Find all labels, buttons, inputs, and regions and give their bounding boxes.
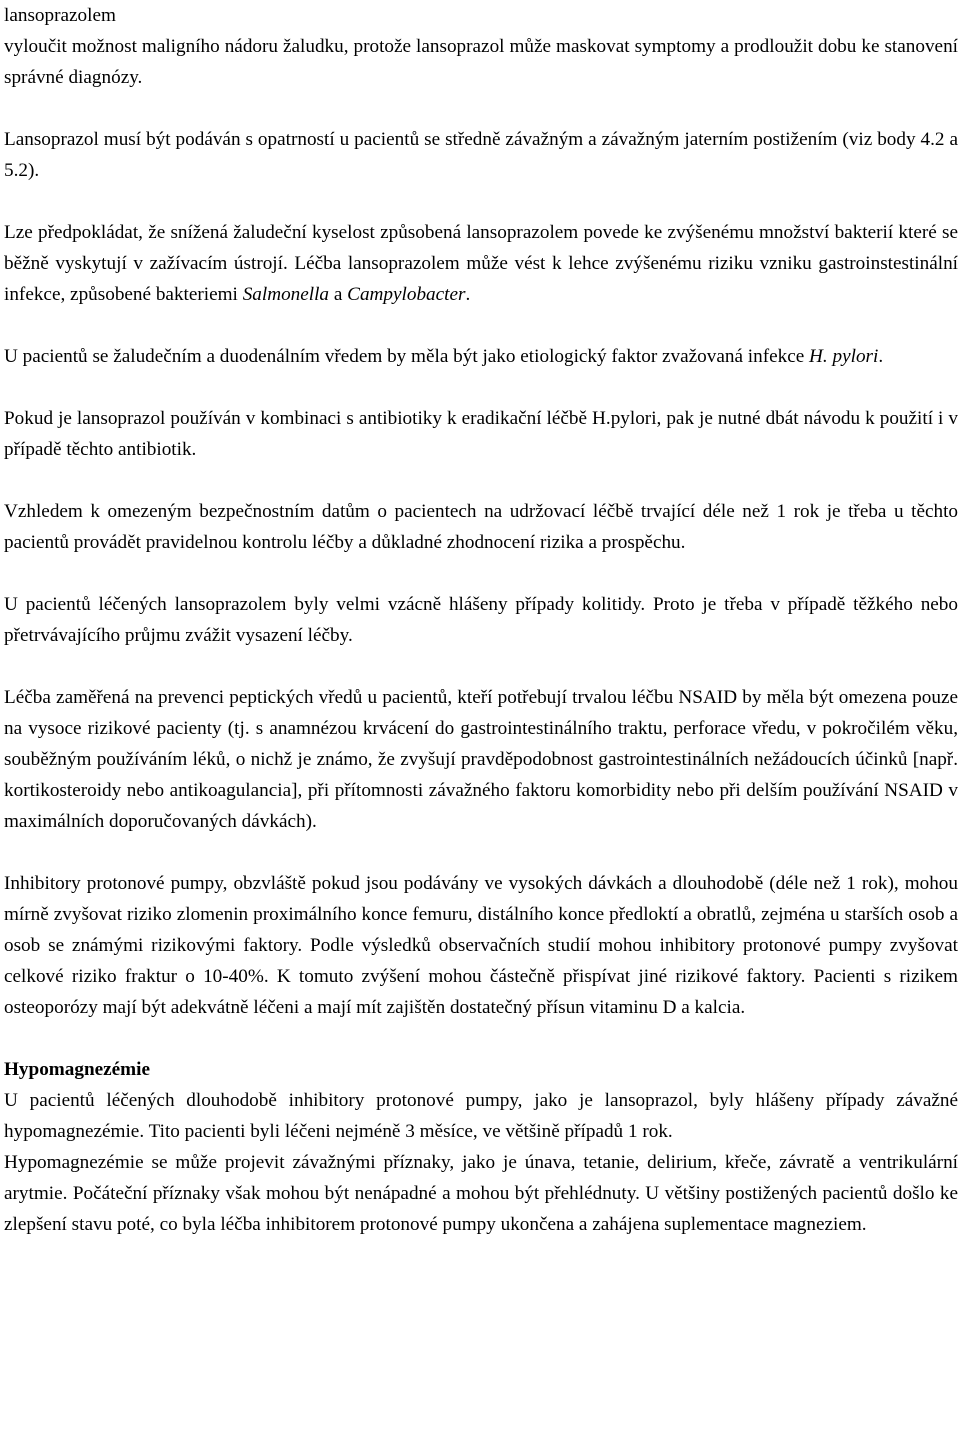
paragraph-nsaid: Léčba zaměřená na prevenci peptických vředů u pacientů, kteří potřebují trvalou léčbu NSAID by měla být omezena pouze na vysoce rizikové pacienty (tj. s anamnézou krvácení do gastrointestinálního traktu, perforace vředu, v pokročilém věku, souběžným používáním léků, o nichž je známo, že zvyšují pravděpodobnost gastrointestinálních nežádoucích účinků [např. kortikosteroidy nebo antikoagulancia], při přítomnosti závažného faktoru komorbidity nebo při delším používání NSAID v maximálních doporučovaných dávkách).	[4, 687, 958, 832]
paragraph-bacteria-text-3: .	[465, 284, 471, 305]
term-salmonella: Salmonella	[242, 284, 330, 305]
paragraph-hypomagnesemia-cases: U pacientů léčených dlouhodobě inhibitory protonové pumpy, jako je lansoprazol, byly hlášeny případy závažné hypomagnezémie. Tito pacienti byli léčeni nejméně 3 měsíce, ve většině případů 1 rok.	[4, 1090, 958, 1142]
paragraph-ulcer-text-1: U pacientů se žaludečním a duodenálním vředem by měla být jako etiologický faktor zvažovaná infekce	[4, 346, 810, 367]
paragraph-liver: Lansoprazol musí být podáván s opatrností u pacientů se středně závažným a závažným jaterním postižením (viz body 4.2 a 5.2).	[4, 129, 958, 181]
term-h-pylori: H. pylori	[809, 346, 879, 367]
paragraph-long-term-safety: Vzhledem k omezeným bezpečnostním datům o pacientech na udržovací léčbě trvající déle než 1 rok je třeba u těchto pacientů provádět pravidelnou kontrolu léčby a důkladné zhodnocení rizika a prospěchu.	[4, 501, 958, 553]
term-campylobacter: Campylobacter	[347, 284, 466, 305]
paragraph-ulcer	[4, 341, 958, 372]
paragraph-bacteria	[4, 217, 958, 310]
document-page	[4, 0, 958, 1240]
paragraph-antibiotics: Pokud je lansoprazol používán v kombinaci s antibiotiky k eradikační léčbě H.pylori, pak je nutné dbát návodu k použití i v případě těchto antibiotik.	[4, 408, 958, 460]
paragraph-intro	[4, 0, 958, 93]
paragraph-ulcer-text-2: .	[878, 346, 884, 367]
paragraph-intro-first-line: lansoprazolem	[4, 5, 116, 26]
paragraph-fractures: Inhibitory protonové pumpy, obzvláště pokud jsou podávány ve vysokých dávkách a dlouhodobě (déle než 1 rok), mohou mírně zvyšovat riziko zlomenin proximálního konce femuru, distálního konce předloktí a obratlů, zejména u starších osob a osob se známými rizikovými faktory. Podle výsledků observačních studií mohou inhibitory protonové pumpy zvyšovat celkové riziko fraktur o 10-40%. K tomuto zvýšení mohou částečně přispívat jiné rizikové faktory. Pacienti s rizikem osteoporózy mají být adekvátně léčeni a mají mít zajištěn dostatečný přísun vitaminu D a kalcia.	[4, 873, 958, 1018]
section-hypomagnesemia	[4, 1054, 958, 1240]
paragraph-hypomagnesemia-symptoms: Hypomagnezémie se může projevit závažnými příznaky, jako je únava, tetanie, delirium, křeče, závratě a ventrikulární arytmie. Počáteční příznaky však mohou být nenápadné a mohou být přehlédnuty. U většiny postižených pacientů došlo ke zlepšení stavu poté, co byla léčba inhibitorem protonové pumpy ukončena a zahájena suplementace magneziem.	[4, 1152, 958, 1235]
paragraph-intro-text: vyloučit možnost maligního nádoru žaludku, protože lansoprazol může maskovat symptomy a prodloužit dobu ke stanovení správné diagnózy.	[4, 36, 958, 88]
paragraph-bacteria-text-1: Lze předpokládat, že snížená žaludeční kyselost způsobená lansoprazolem povede ke zvýšenému množství bakterií které se běžně vyskytují v zažívacím ústrojí. Léčba lansoprazolem může vést k lehce zvýšenému riziku vzniku gastroinstestinální infekce, způsobené bakteriemi	[4, 222, 958, 305]
section-heading: Hypomagnezémie	[4, 1059, 151, 1080]
paragraph-bacteria-text-2: a	[329, 284, 348, 305]
paragraph-colitis: U pacientů léčených lansoprazolem byly velmi vzácně hlášeny případy kolitidy. Proto je třeba v případě těžkého nebo přetrvávajícího průjmu zvážit vysazení léčby.	[4, 594, 958, 646]
